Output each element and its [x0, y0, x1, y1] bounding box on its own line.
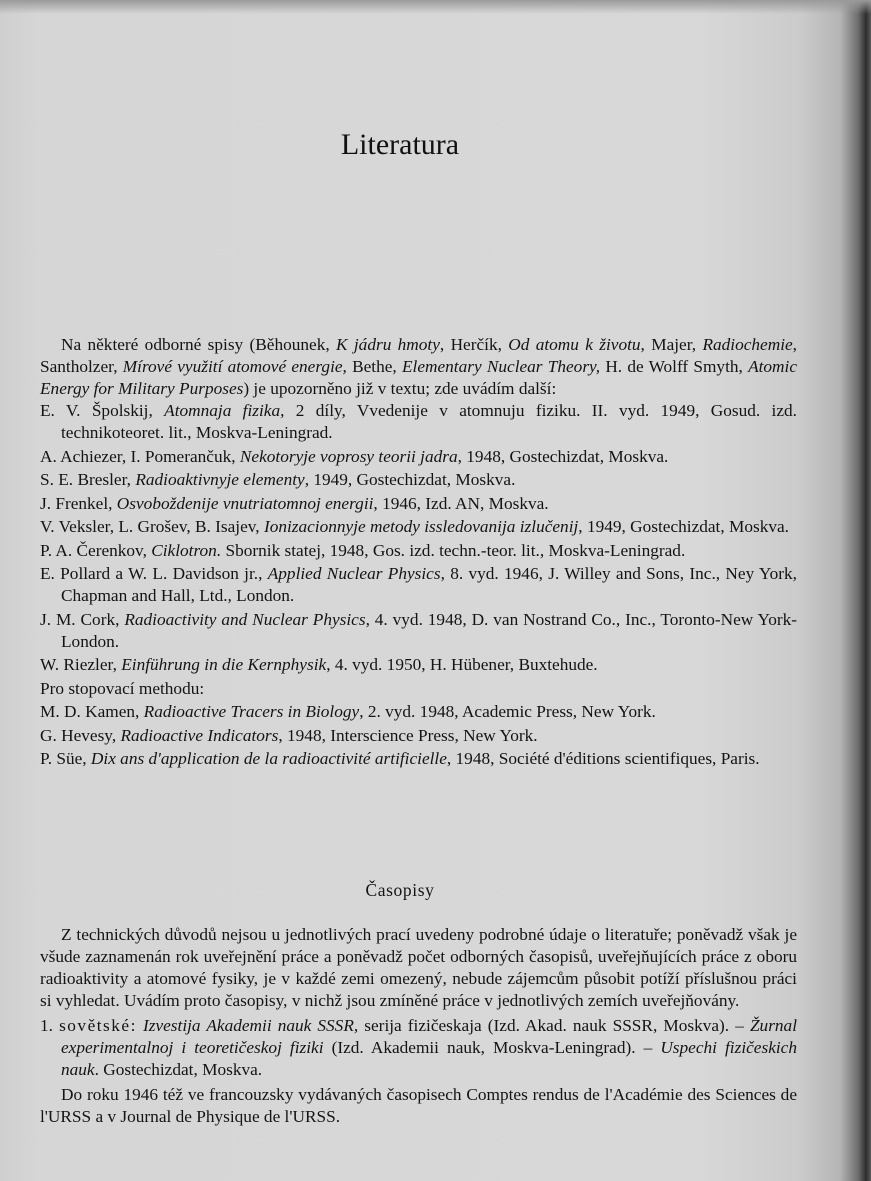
reference-item — [40, 469, 797, 491]
reference-item — [40, 540, 797, 562]
ref-author: M. D. Kamen, — [40, 702, 144, 721]
intro-title: Atomic Energy for Military Purposes — [40, 357, 798, 398]
tracer-reference-list — [40, 701, 797, 770]
journal-details: , serija fizičeskaja (Izd. Akad. nauk SSSR, Moskva). – — [353, 1016, 750, 1035]
ref-title: Applied Nuclear Physics — [267, 564, 441, 583]
ref-title: Nekotoryje voprosy teorii jadra — [239, 446, 458, 466]
ref-title: Radioactivity and Nuclear Physics — [124, 609, 366, 629]
ref-title: Radioactive Tracers in Biology — [143, 702, 360, 721]
intro-text: , Herčík, — [439, 335, 509, 354]
journal-title: Izvestija Akademii nauk SSSR — [136, 1016, 354, 1035]
ref-author: S. E. Bresler, — [40, 470, 136, 489]
reference-item — [40, 516, 797, 538]
intro-text: , Santholzer, — [40, 335, 797, 376]
ref-author: J. M. Cork, — [40, 609, 125, 629]
closing-paragraph: Do roku 1946 též ve francouzsky vydávaných časopisech Comptes rendus de l'Académie des Sciences de l'URSS a v Journal de Physique de l'URSS. — [40, 1085, 797, 1126]
reference-item — [40, 609, 797, 653]
ref-title: Osvoboždenije vnutriatomnoj energii — [116, 493, 374, 513]
reference-item — [40, 446, 797, 468]
journals-intro-paragraph: Z technických důvodů nejsou u jednotlivých prací uvedeny podrobné údaje o literatuře; poněvadž však je všude zaznamenán rok uveřejnění práce a poněvadž počet odborných časopisů, uveřejňujících práce z oboru radioaktivity a atomové fysiky, je v každé zemi omezený, nebude zájemcům působit potíží příslušnou práci si vyhledat. Uvádím proto časopisy, v nichž jsou zmíněné práce v jednotlivých zemích uveřejňovány. — [40, 925, 797, 1010]
ref-details: , 1949, Gostechizdat, Moskva. — [578, 517, 789, 536]
intro-title: Mírové využití atomové energie, — [122, 357, 347, 376]
ref-details: , 2. vyd. 1948, Academic Press, New York. — [359, 702, 656, 721]
journal-title: Žurnal experimentalnoj i teoretičeskoj fiziki — [61, 1016, 797, 1057]
ref-title: Radioactive Indicators — [120, 725, 279, 745]
journal-details: (Izd. Akademii nauk, Moskva-Leningrad). – — [323, 1038, 661, 1057]
journal-number: 1. — [40, 1016, 60, 1035]
intro-title: Radiochemie — [702, 335, 793, 354]
journal-country-label: sovětské: — [59, 1016, 137, 1035]
intro-title: Od atomu k životu — [508, 335, 641, 354]
ref-author: V. Veksler, L. Grošev, B. Isajev, — [40, 517, 264, 536]
ref-author: E. Pollard a W. L. Davidson jr., — [40, 564, 268, 583]
reference-item — [40, 493, 797, 515]
page-title: Literatura — [340, 128, 460, 161]
references-body — [40, 334, 797, 772]
reference-item — [40, 725, 797, 747]
ref-details: , 2 díly, Vvedenije v atomnuju fiziku. II. vyd. 1949, Gosud. izd. technikoteoret. lit., Moskva-Leningrad. — [61, 401, 797, 442]
intro-text: ) je upozorněno již v textu; zde uvádím další: — [243, 379, 557, 398]
ref-author: G. Hevesy, — [40, 725, 121, 745]
ref-details: , 1949, Gostechizdat, Moskva. — [304, 470, 516, 489]
ref-details: , 1948, Gostechizdat, Moskva. — [457, 446, 669, 466]
ref-details: , 4. vyd. 1948, D. van Nostrand Co., Inc., Toronto-New York-London. — [61, 609, 798, 651]
ref-details: , 1948, Société d'éditions scientifiques, Paris. — [446, 749, 760, 768]
ref-details: Sbornik statej, 1948, Gos. izd. techn.-teor. lit., Moskva-Leningrad. — [221, 540, 686, 560]
intro-text: Bethe, — [346, 357, 402, 376]
reference-item — [40, 654, 797, 676]
ref-title: Einführung in die Kernphysik — [121, 655, 327, 674]
tracer-heading: Pro stopovací methodu: — [40, 678, 205, 698]
reference-item — [40, 701, 797, 723]
intro-text: H. de Wolff Smyth, — [600, 357, 749, 376]
reference-item — [40, 400, 797, 444]
ref-author: A. Achiezer, I. Pomerančuk, — [40, 446, 240, 466]
ref-title: Atomnaja fizika — [164, 401, 281, 420]
journal-item-soviet — [40, 1015, 797, 1081]
ref-title: Ciklotron. — [151, 540, 222, 560]
ref-details: , 1946, Izd. AN, Moskva. — [373, 493, 549, 513]
reference-item — [40, 748, 797, 770]
ref-title: Radioaktivnyje elementy — [135, 470, 305, 489]
intro-text: , Majer, — [640, 335, 703, 354]
ref-author: P. Süe, — [40, 749, 91, 768]
page-top-shadow — [0, 0, 871, 14]
ref-details: , 1948, Interscience Press, New York. — [278, 725, 538, 745]
ref-author: J. Frenkel, — [40, 493, 117, 513]
ref-author: W. Riezler, — [40, 655, 122, 674]
ref-author: E. V. Špolskij, — [40, 401, 165, 420]
ref-title: Ionizacionnyje metody issledovanija izlučenij — [263, 517, 579, 536]
intro-paragraph — [40, 334, 797, 400]
journals-body — [40, 924, 797, 1128]
journal-details: . Gostechizdat, Moskva. — [94, 1060, 263, 1079]
journal-title: Uspechi fizičeskich nauk — [61, 1038, 797, 1079]
reference-item — [40, 563, 797, 607]
ref-details: , 8. vyd. 1946, J. Willey and Sons, Inc., Ney York, Chapman and Hall, Ltd., London. — [61, 564, 797, 605]
section-heading-journals: Časopisy — [365, 880, 435, 900]
intro-text: Na některé odborné spisy (Běhounek, — [61, 335, 337, 354]
reference-list — [40, 400, 797, 676]
ref-details: , 4. vyd. 1950, H. Hübener, Buxtehude. — [326, 655, 598, 674]
ref-author: P. A. Čerenkov, — [40, 540, 152, 560]
intro-title: Elementary Nuclear Theory, — [401, 357, 601, 376]
ref-title: Dix ans d'application de la radioactivité artificielle — [90, 749, 447, 768]
intro-title: K jádru hmoty — [336, 335, 440, 354]
